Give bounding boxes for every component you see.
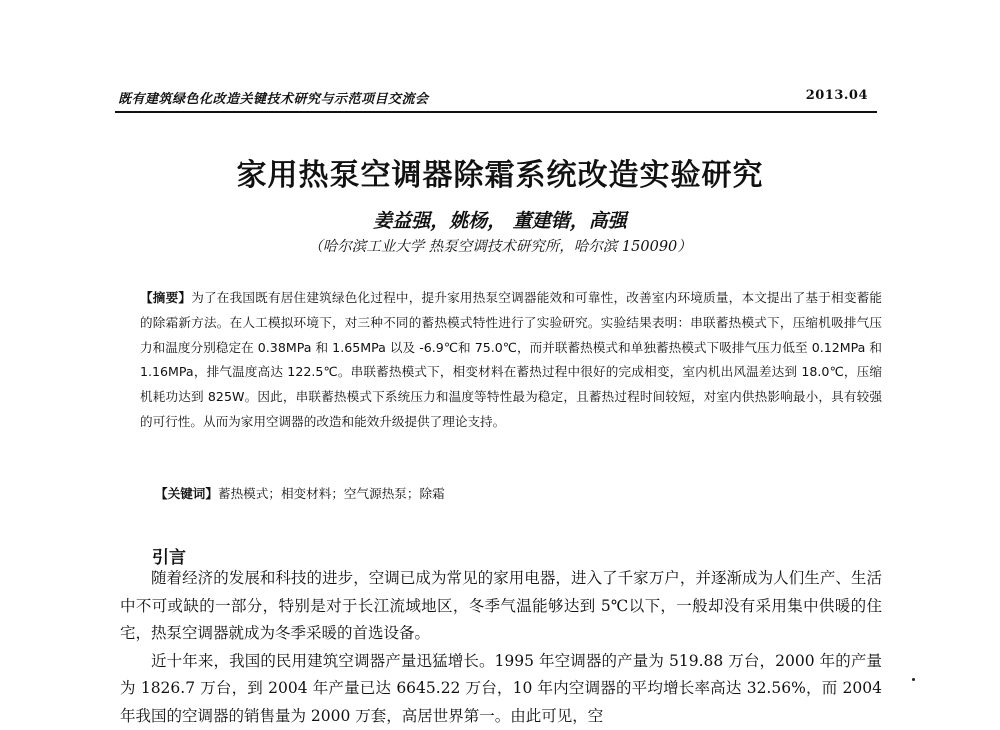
scan-speck [912,678,915,681]
keywords [155,483,875,502]
keywords-label: 【关键词】 [155,486,218,501]
affiliation: （哈尔滨工业大学 热泵空调技术研究所，哈尔滨 150090） [115,235,885,256]
intro-paragraph: 近十年来，我国的民用建筑空调器产量迅猛增长。1995 年空调器的产量为 519.88 万台，2000 年的产量为 1826.7 万台，到 2004 年产量已达 6645.22 万台，10 年内空调器的平均增长率高达 32.56%，而 2004 年我国的空调器的销售量为 2000 万套，高居世界第一。由此可见，空 [120,648,882,730]
header-rule [115,111,877,113]
author-list: 姜益强，姚杨， 董建锴，高强 [115,206,885,233]
section-heading-introduction: 引言 [152,543,186,568]
introduction-body [120,565,882,730]
abstract [140,286,882,435]
running-header-date: 2013.04 [806,88,868,103]
running-header-journal: 既有建筑绿色化改造关键技术研究与示范项目交流会 [118,88,429,107]
paper-title: 家用热泵空调器除霜系统改造实验研究 [115,150,885,194]
keywords-text: 蓄热模式；相变材料；空气源热泵；除霜 [218,486,445,501]
abstract-label: 【摘要】 [140,290,191,305]
intro-paragraph: 随着经济的发展和科技的进步，空调已成为常见的家用电器，进入了千家万户，并逐渐成为人们生产、生活中不可或缺的一部分，特别是对于长江流域地区，冬季气温能够达到 5℃以下，一般却没有采用集中供暖的住宅，热泵空调器就成为冬季采暖的首选设备。 [120,565,882,648]
abstract-text: 为了在我国既有居住建筑绿色化过程中，提升家用热泵空调器能效和可靠性，改善室内环境质量，本文提出了基于相变蓄能的除霜新方法。在人工模拟环境下，对三种不同的蓄热模式特性进行了实验研究。实验结果表明：串联蓄热模式下，压缩机吸排气压力和温度分别稳定在 0.38MPa 和 1.65MPa 以及 -6.9℃和 75.0℃，而并联蓄热模式和单独蓄热模式下吸排气压力低至 0.12MPa 和 1.16MPa，排气温度高达 122.5℃。串联蓄热模式下，相变材料在蓄热过程中很好的完成相变，室内机出风温差达到 18.0℃，压缩机耗功达到 825W。因此，串联蓄热模式下系统压力和温度等特性最为稳定，且蓄热过程时间较短，对室内供热影响最小，具有较强的可行性。从而为家用空调器的改造和能效升级提供了理论支持。 [140,290,882,429]
